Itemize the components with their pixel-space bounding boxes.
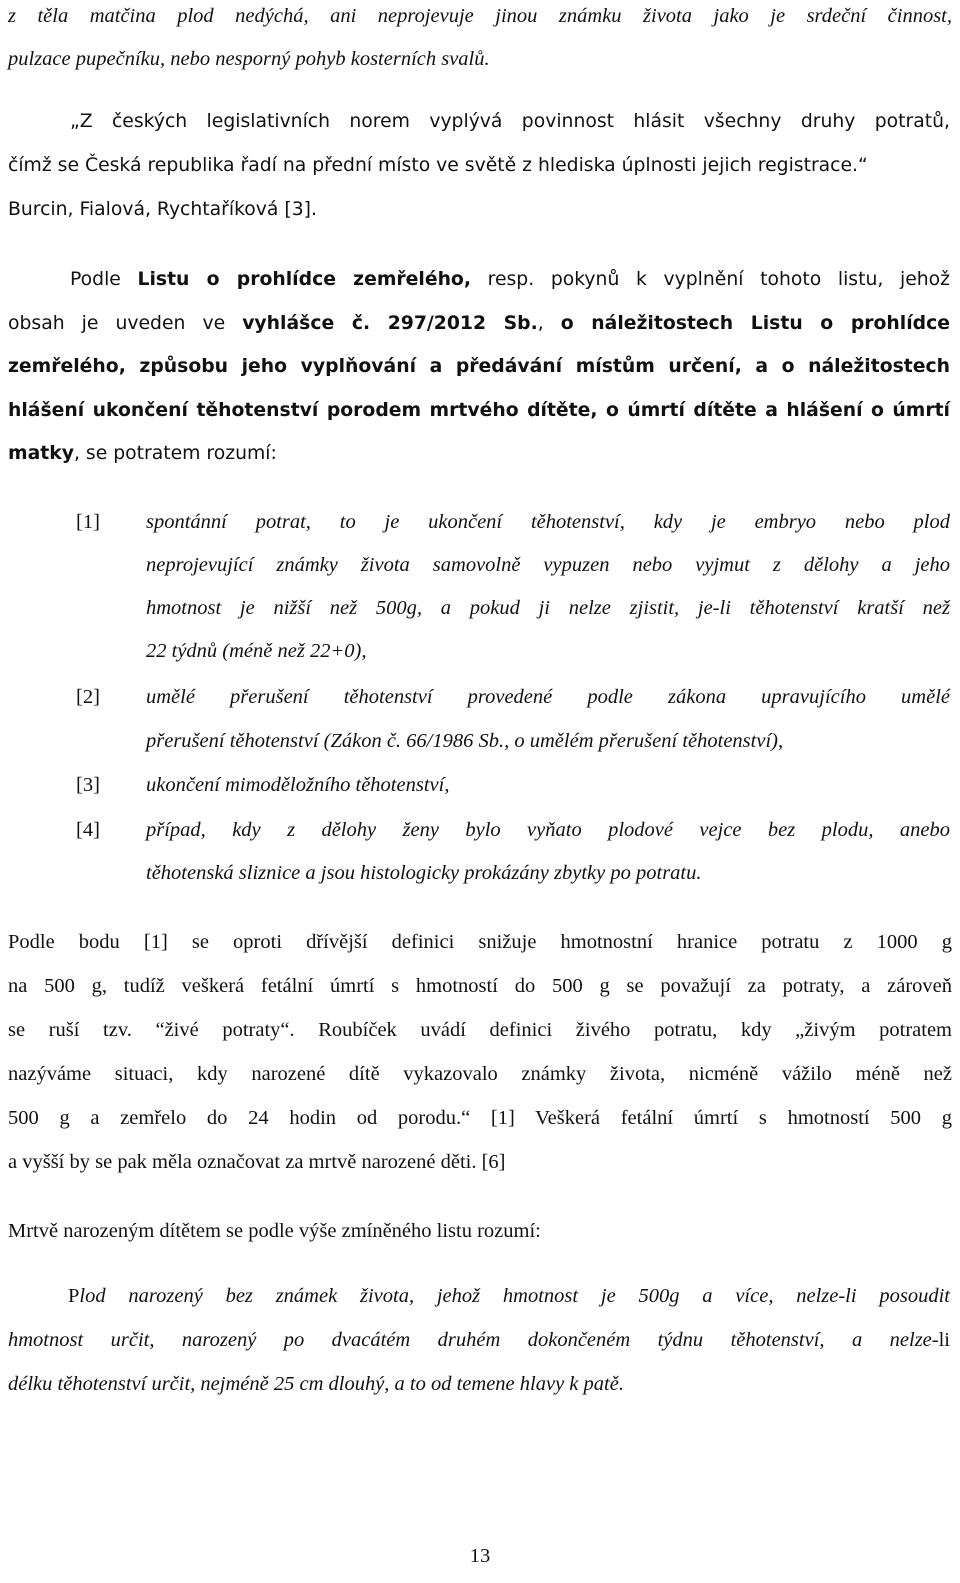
law-line — [70, 266, 950, 294]
definition-label: [3] — [76, 774, 100, 796]
law-line — [8, 310, 950, 338]
body-line: na 500 g, tudíž veškerá fetální úmrtí s hmotností do 500 g se považují za potraty, a zároveň — [8, 975, 952, 997]
law-text: , se potratem rozumí: — [73, 443, 277, 464]
definition-line: spontánní potrat, to je ukončení těhotenství, kdy je embryo nebo plod — [146, 511, 950, 533]
body-line: Podle bodu [1] se oproti dřívější definici snižuje hmotnostní hranice potratu z 1000 g — [8, 931, 952, 953]
top-paragraph-line: pulzace pupečníku, nebo nesporný pohyb kosterních svalů. — [8, 48, 490, 70]
definition-line: umělé přerušení těhotenství provedené podle zákona upravujícího umělé — [146, 686, 950, 708]
quote-citation: Burcin, Fialová, Rychtaříková [3]. — [8, 199, 317, 220]
definition-line: případ, kdy z dělohy ženy bylo vyňato plodové vejce bez plodu, anebo — [146, 819, 950, 841]
stillborn-text: -li — [931, 1329, 950, 1351]
definition-line: ukončení mimoděložního těhotenství, — [146, 774, 450, 796]
law-decree-title: o náležitostech Listu o prohlídce — [560, 313, 950, 334]
definition-line: hmotnost je nižší než 500g, a pokud ji nelze zjistit, je-li těhotenství kratší než — [146, 597, 950, 619]
law-text: , — [537, 313, 561, 334]
top-paragraph-line: z těla matčina plod nedýchá, ani neprojevuje jinou známku života jako je srdeční činnost, — [8, 5, 952, 27]
definition-line: 22 týdnů (méně než 22+0), — [146, 640, 367, 662]
definition-label: [4] — [76, 819, 100, 841]
definition-line: těhotenská sliznice a jsou histologicky prokázány zbytky po potratu. — [146, 862, 702, 884]
law-text: resp. pokynů k vyplnění tohoto listu, jehož — [470, 269, 950, 290]
law-text: obsah je uveden ve — [8, 313, 243, 334]
stillborn-line — [8, 1326, 950, 1354]
body-line: 500 g a zemřelo do 24 hodin od porodu.“ [1] Veškerá fetální úmrtí s hmotností 500 g — [8, 1107, 952, 1129]
page-number: 13 — [469, 1545, 491, 1567]
stillborn-text: P — [68, 1285, 80, 1307]
quote-line: „Z českých legislativních norem vyplývá povinnost hlásit všechny druhy potratů, — [70, 111, 950, 132]
definition-label: [2] — [76, 686, 100, 708]
law-decree-number: vyhlášce č. 297/2012 Sb. — [242, 313, 538, 334]
quote-line: čímž se Česká republika řadí na přední místo ve světě z hlediska úplnosti jejich registrace.“ — [8, 155, 868, 176]
stillborn-text: lod narozený bez známek života, jehož hmotnost je 500g a více, nelze-li posoudit — [79, 1285, 950, 1307]
body-line: a vyšší by se pak měla označovat za mrtvě narozené děti. [6] — [8, 1151, 506, 1173]
stillborn-text: hmotnost určit, narozený po dvacátém druhém dokončeném týdnu těhotenství, a nelze — [8, 1329, 932, 1351]
body-line: nazýváme situaci, kdy narozené dítě vykazovalo známky života, nicméně vážilo méně než — [8, 1063, 952, 1085]
law-text: Podle — [70, 269, 138, 290]
definition-line: přerušení těhotenství (Zákon č. 66/1986 Sb., o umělém přerušení těhotenství), — [146, 730, 784, 752]
definition-label: [1] — [76, 511, 100, 533]
definition-line: neprojevující známky života samovolně vypuzen nebo vyjmut z dělohy a jeho — [146, 554, 950, 576]
law-decree-title: matky — [8, 443, 74, 464]
stillborn-line: délku těhotenství určit, nejméně 25 cm dlouhý, a to od temene hlavy k patě. — [8, 1373, 624, 1395]
body-line: se ruší tzv. “živé potraty“. Roubíček uvádí definici živého potratu, kdy „živým potratem — [8, 1019, 952, 1041]
law-document-name: Listu o prohlídce zemřelého, — [137, 269, 471, 290]
stillborn-intro: Mrtvě narozeným dítětem se podle výše zmíněného listu rozumí: — [8, 1220, 541, 1242]
law-decree-title-line: zemřelého, způsobu jeho vyplňování a předávání místům určení, a o náležitostech — [8, 356, 950, 377]
law-line — [8, 440, 277, 468]
stillborn-line — [68, 1282, 950, 1310]
law-decree-title-line: hlášení ukončení těhotenství porodem mrtvého dítěte, o úmrtí dítěte a hlášení o úmrtí — [8, 400, 950, 421]
